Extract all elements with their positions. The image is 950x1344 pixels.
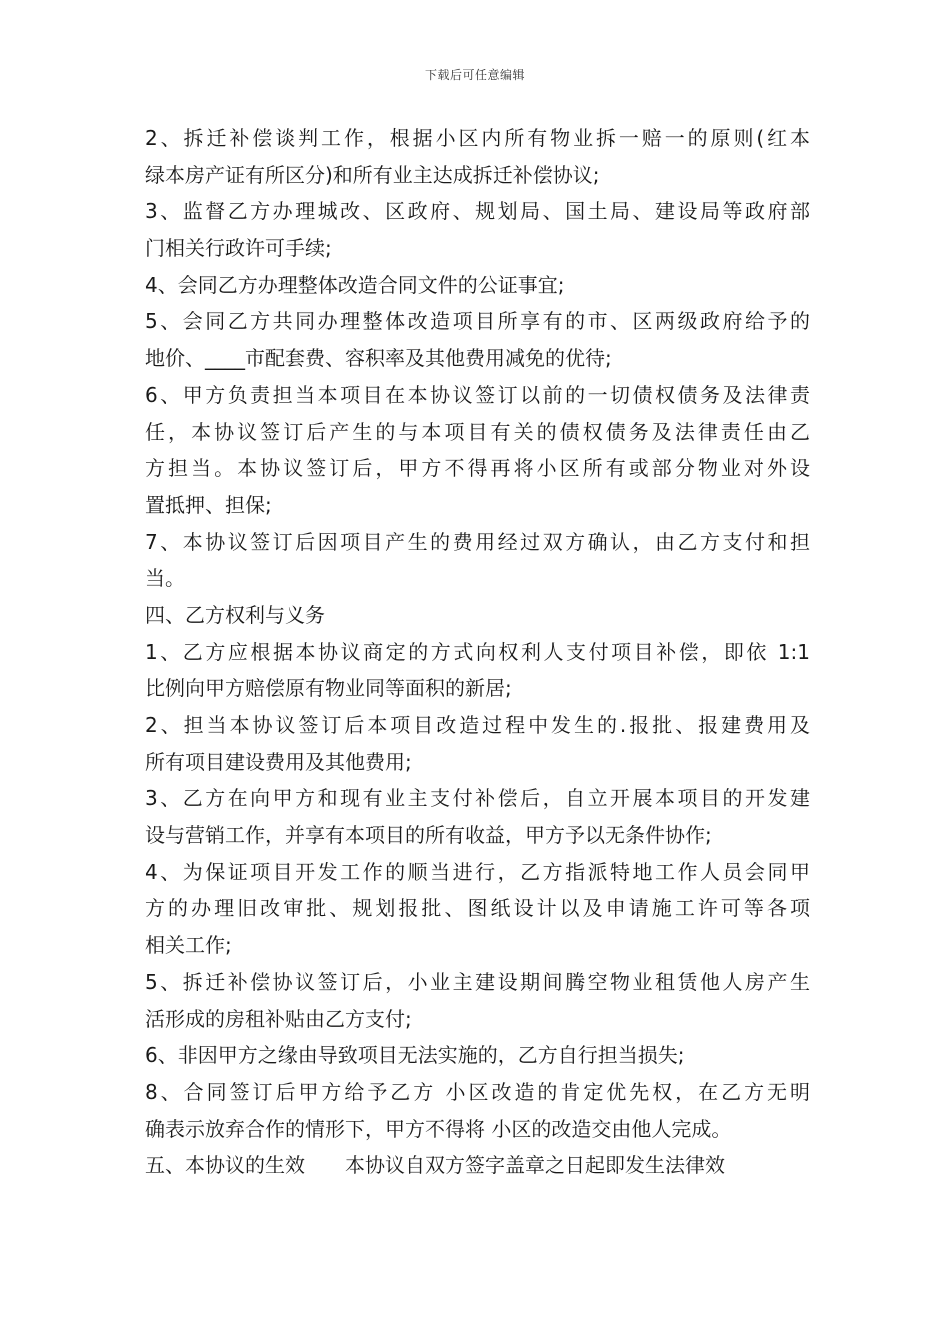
text-line: 比例向甲方赔偿原有物业同等面积的新居; — [145, 676, 512, 701]
text-line: 相关工作; — [145, 933, 232, 958]
text-line: 4、为保证项目开发工作的顺当进行，乙方指派特地工作人员会同甲 — [145, 859, 810, 884]
text-line: 4、会同乙方办理整体改造合同文件的公证事宜; — [145, 272, 565, 297]
section-heading-effect: 五、本协议的生效 — [145, 1153, 305, 1178]
text-line: 所有项目建设费用及其他费用; — [145, 749, 412, 774]
text-line: 当。 — [145, 566, 185, 591]
text-line: 绿本房产证有所区分)和所有业主达成拆迁补偿协议; — [145, 162, 600, 187]
final-line — [145, 1147, 810, 1184]
text-line: 6、非因甲方之缘由导致项目无法实施的，乙方自行担当损失; — [145, 1043, 685, 1068]
text-line: 2、拆迁补偿谈判工作，根据小区内所有物业拆一赔一的原则(红本 — [145, 126, 810, 150]
document-body — [145, 120, 810, 1184]
text-line: 3、监督乙方办理城改、区政府、规划局、国土局、建设局等政府部 — [145, 199, 810, 224]
section-heading: 四、乙方权利与义务 — [145, 602, 325, 627]
text-line: 8、合同签订后甲方给予乙方 小区改造的肯定优先权，在乙方无明 — [145, 1079, 810, 1104]
page-header: 下载后可任意编辑 — [424, 68, 525, 82]
text-line: 任，本协议签订后产生的与本项目有关的债权债务及法律责任由乙 — [145, 419, 810, 444]
text-line: 确表示放弃合作的情形下，甲方不得将 小区的改造交由他人完成。 — [145, 1116, 732, 1141]
text-line: 活形成的房租补贴由乙方支付; — [145, 1006, 412, 1031]
text-line: 地价、____市配套费、容积率及其他费用减免的优待; — [145, 346, 612, 371]
text-line: 方的办理旧改审批、规划报批、图纸设计以及申请施工许可等各项 — [145, 896, 810, 921]
text-line: 7、本协议签订后因项目产生的费用经过双方确认，由乙方支付和担 — [145, 529, 810, 554]
effect-clause-text: 本协议自双方签字盖章之日起即发生法律效 — [345, 1153, 725, 1178]
text-line: 6、甲方负责担当本项目在本协议签订以前的一切债权债务及法律责 — [145, 382, 810, 407]
text-line: 1、乙方应根据本协议商定的方式向权利人支付项目补偿，即依 1:1 — [145, 639, 810, 664]
text-line: 设与营销工作，并享有本项目的所有收益，甲方予以无条件协作; — [145, 823, 712, 848]
text-line: 5、拆迁补偿协议签订后，小业主建设期间腾空物业租赁他人房产生 — [145, 969, 810, 994]
text-line: 方担当。本协议签订后，甲方不得再将小区所有或部分物业对外设 — [145, 456, 810, 481]
text-line: 门相关行政许可手续; — [145, 236, 332, 261]
text-line: 5、会同乙方共同办理整体改造项目所享有的市、区两级政府给予的 — [145, 309, 810, 334]
text-line: 3、乙方在向甲方和现有业主支付补偿后，自立开展本项目的开发建 — [145, 786, 810, 811]
text-line: 置抵押、担保; — [145, 492, 272, 517]
text-line: 2、担当本协议签订后本项目改造过程中发生的.报批、报建费用及 — [145, 713, 810, 737]
